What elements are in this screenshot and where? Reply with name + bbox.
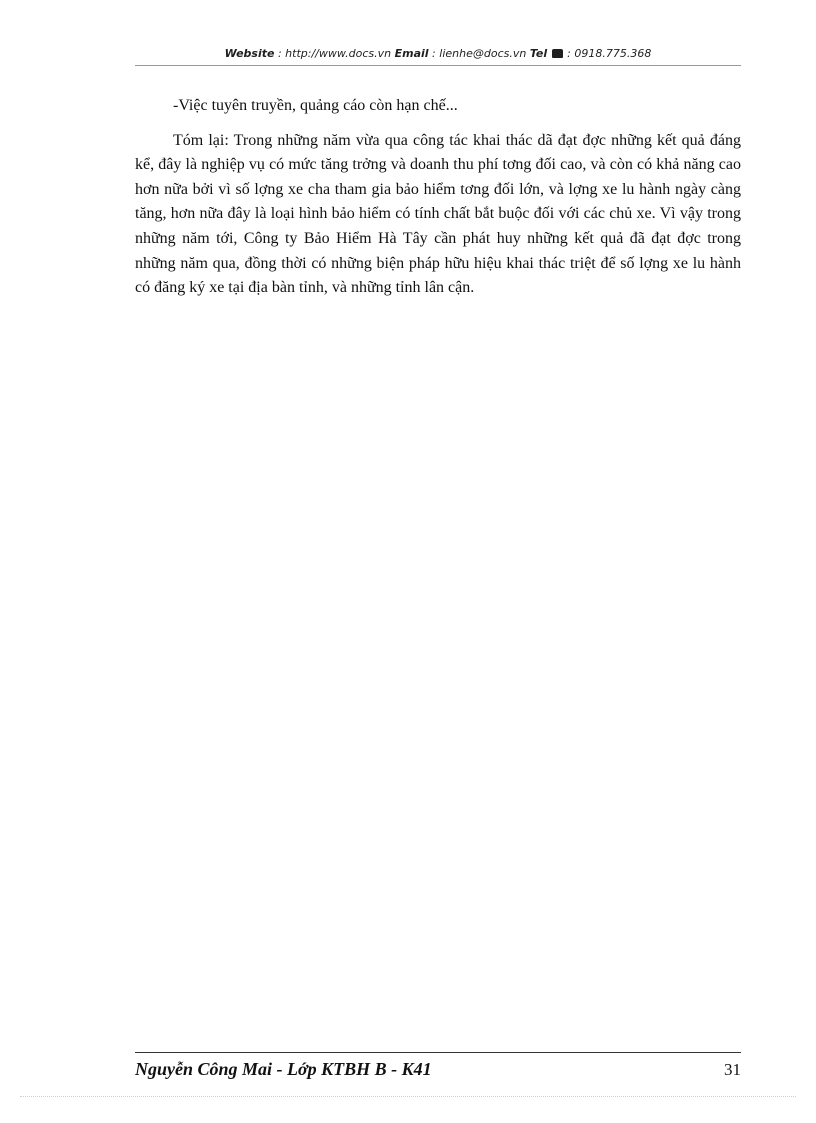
telephone-icon bbox=[552, 49, 563, 58]
paragraph-limitation: -Việc tuyên truyền, quảng cáo còn hạn chế... bbox=[173, 97, 458, 114]
tel-label: Tel bbox=[529, 47, 548, 60]
email-separator: : bbox=[428, 47, 440, 60]
page-header bbox=[135, 47, 741, 60]
page-number: 31 bbox=[724, 1060, 741, 1079]
paragraph-summary: Tóm lại: Trong những năm vừa qua công tác khai thác dã đạt đợc những kết quả đáng kể, đây là nghiệp vụ có mức tăng trởng và doanh thu phí tơng đối cao, và còn có khả năng cao hơn nữa bởi vì số lợng xe cha tham gia bảo hiểm tơng đối lớn, và lợng xe lu hành ngày càng tăng, hơn nữa đây là loại hình bảo hiểm có tính chất bắt buộc đối với các chủ xe. Vì vậy trong những năm tới, Công ty Bảo Hiểm Hà Tây cần phát huy những kết quả đã đạt đợc trong những năm qua, đồng thời có những biện pháp hữu hiệu khai thác triệt để số lợng xe lu hành có đăng ký xe tại địa bàn tỉnh, và những tỉnh lân cận. bbox=[135, 131, 741, 297]
email-address: lienhe@docs.vn bbox=[439, 47, 527, 60]
footer-divider bbox=[135, 1052, 741, 1053]
tel-number: 0918.775.368 bbox=[574, 47, 652, 60]
website-separator: : bbox=[274, 47, 286, 60]
email-label: Email bbox=[394, 47, 429, 60]
footer-author: Nguyễn Công Mai - Lớp KTBH B - K41 bbox=[135, 1059, 432, 1079]
bottom-dotted-line bbox=[20, 1096, 796, 1097]
header-divider bbox=[135, 65, 741, 66]
tel-separator: : bbox=[563, 47, 575, 60]
website-label: Website bbox=[224, 47, 275, 60]
website-url: http://www.docs.vn bbox=[285, 47, 392, 60]
body-text bbox=[135, 94, 741, 301]
